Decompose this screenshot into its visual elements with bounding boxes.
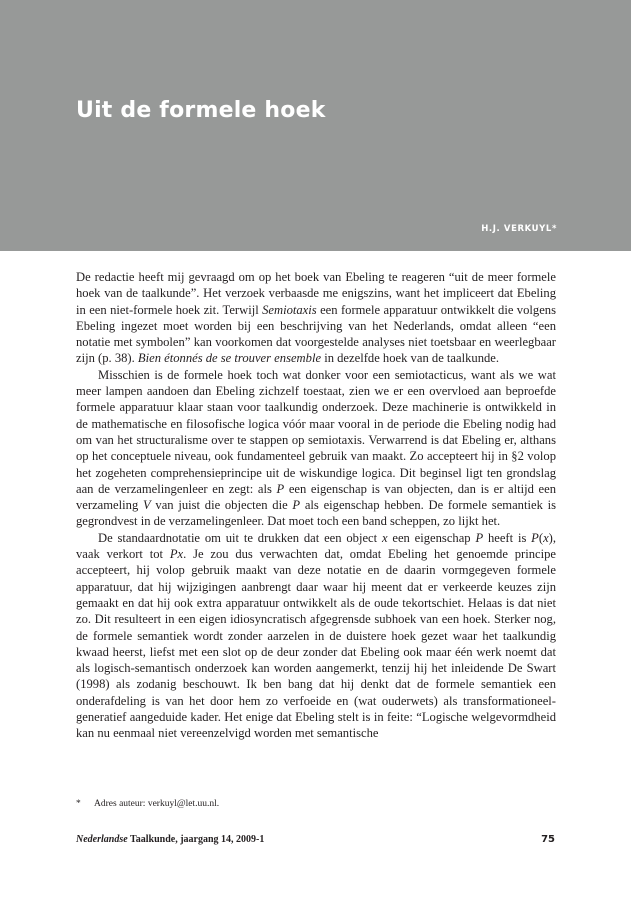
italic-text: Px xyxy=(169,547,184,562)
text-run: . Je zou dus verwachten dat, omdat Ebeling het genoemde principe accepteert, hij volop gebruik maakt van deze notatie en de daarin vormgegeven formele apparatuur, dat hij wijzigingen aanbrengt daar waar hij meent dat er verkeerde keuzes zijn gemaakt en dat hij ook extra apparatuur ontwikkelt als de oude tekortschiet. Helaas is dat niet zo. Dit resulteert in een eigen idiosyncratisch afgegrensde subhoek van een hoek. Sterker nog, de formele semantiek wordt zonder aarzelen in de duistere hoek gezet waar het taalkundig kwaad heerst, liefst met een slot op de deur zonder dat Ebeling ook maar één werk noemt dat als logisch-semantisch onderzoek kan worden aangemerkt, tenzij hij het inleidende De Swart (1998) als zodanig beschouwt. Ik ben bang dat hij denkt dat de formele semantiek een onderafdeling is van het door hem zo verfoeide en (wat ouderwets) als transformationeel-generatief aangeduide kader. Het enige dat Ebeling stelt is in feite: “Logische welgevormdheid kan nu eenmaal niet vereenzelvigd worden met semantische xyxy=(76,547,557,741)
text-run: in dezelfde hoek van de taalkunde. xyxy=(321,351,500,366)
italic-text: P xyxy=(292,498,301,513)
paragraph xyxy=(76,269,556,367)
text-run: als eigenschap hebben. De formele semantiek is gegrondvest in de verzamelingenleer. Dat moet toch een band scheppen, zo lijkt het. xyxy=(76,498,557,529)
article-title: Uit de formele hoek xyxy=(76,98,326,123)
text-run: een eigenschap is van objecten, dan is er altijd een verzameling xyxy=(76,481,556,513)
italic-text: P xyxy=(531,530,539,545)
journal-citation xyxy=(76,834,264,845)
text-run: een formele apparatuur ontwikkelt die volgens Ebeling ingezet moet worden bij een beschrijving van het Nederlands, omdat alleen “een notatie met symbolen” kan voorkomen dat voorgestelde analyses niet toetsbaar en weerlegbaar zijn (p. 38). xyxy=(76,302,556,366)
article-body xyxy=(76,269,556,742)
title-banner xyxy=(0,0,631,251)
italic-text: Bien étonnés de se trouver ensemble xyxy=(137,351,322,366)
article-author: H.J. VERKUYL* xyxy=(481,224,557,234)
footnote-text: Adres auteur: verkuyl@let.uu.nl. xyxy=(94,799,220,809)
journal-details: Taalkunde, jaargang 14, 2009-1 xyxy=(127,834,265,845)
paragraph xyxy=(76,367,556,530)
journal-name-italic: Nederlandse xyxy=(76,834,128,845)
text-run: Misschien is de formele hoek toch wat donker voor een semiotacticus, want als we wat meer lampen aandoen dan Ebeling zichzelf toestaat, zien we er een overvloed aan beproefde formele apparatuur klaar staan voor taalkundig onderzoek. Deze machinerie is ontwikkeld in de mathematische en filosofische logica vóór maar vooral in de periode die Ebeling nodig had om van het structuralisme over te stappen op semiotaxis. Verwarrend is dat Ebeling er, althans op het conceptuele niveau, ook fundamenteel gebruik van maakt. Zo accepteert hij in §2 volop het zogeheten comprehensieprincipe uit de wiskundige logica. Dit beginsel ligt ten grondslag aan de verzamelingenleer en zegt: als xyxy=(76,367,556,496)
footnote-mark: * xyxy=(76,799,81,809)
footnote xyxy=(76,799,219,809)
italic-text: P xyxy=(475,530,484,545)
text-run: van juist die objecten die xyxy=(150,498,293,513)
italic-text: x xyxy=(381,530,388,545)
text-run: De standaardnotatie om uit te drukken dat een object xyxy=(98,530,382,545)
paragraph xyxy=(76,530,556,742)
italic-text: V xyxy=(142,498,151,513)
italic-text: x xyxy=(543,530,549,545)
text-run: ( xyxy=(538,530,544,545)
page-number: 75 xyxy=(541,834,555,845)
text-run: heeft is xyxy=(483,530,532,545)
text-run: De redactie heeft mij gevraagd om op het boek van Ebeling te reageren “uit de meer formele hoek van de taalkunde”. Het verzoek verbaasde me enigszins, want het impliceert dat Ebeling in een niet-formele hoek zit. Terwijl xyxy=(76,270,556,317)
italic-text: Semiotaxis xyxy=(262,302,317,317)
text-run: ), vaak verkort tot xyxy=(76,530,557,562)
italic-text: P xyxy=(276,481,285,496)
text-run: een eigenschap xyxy=(387,530,476,545)
